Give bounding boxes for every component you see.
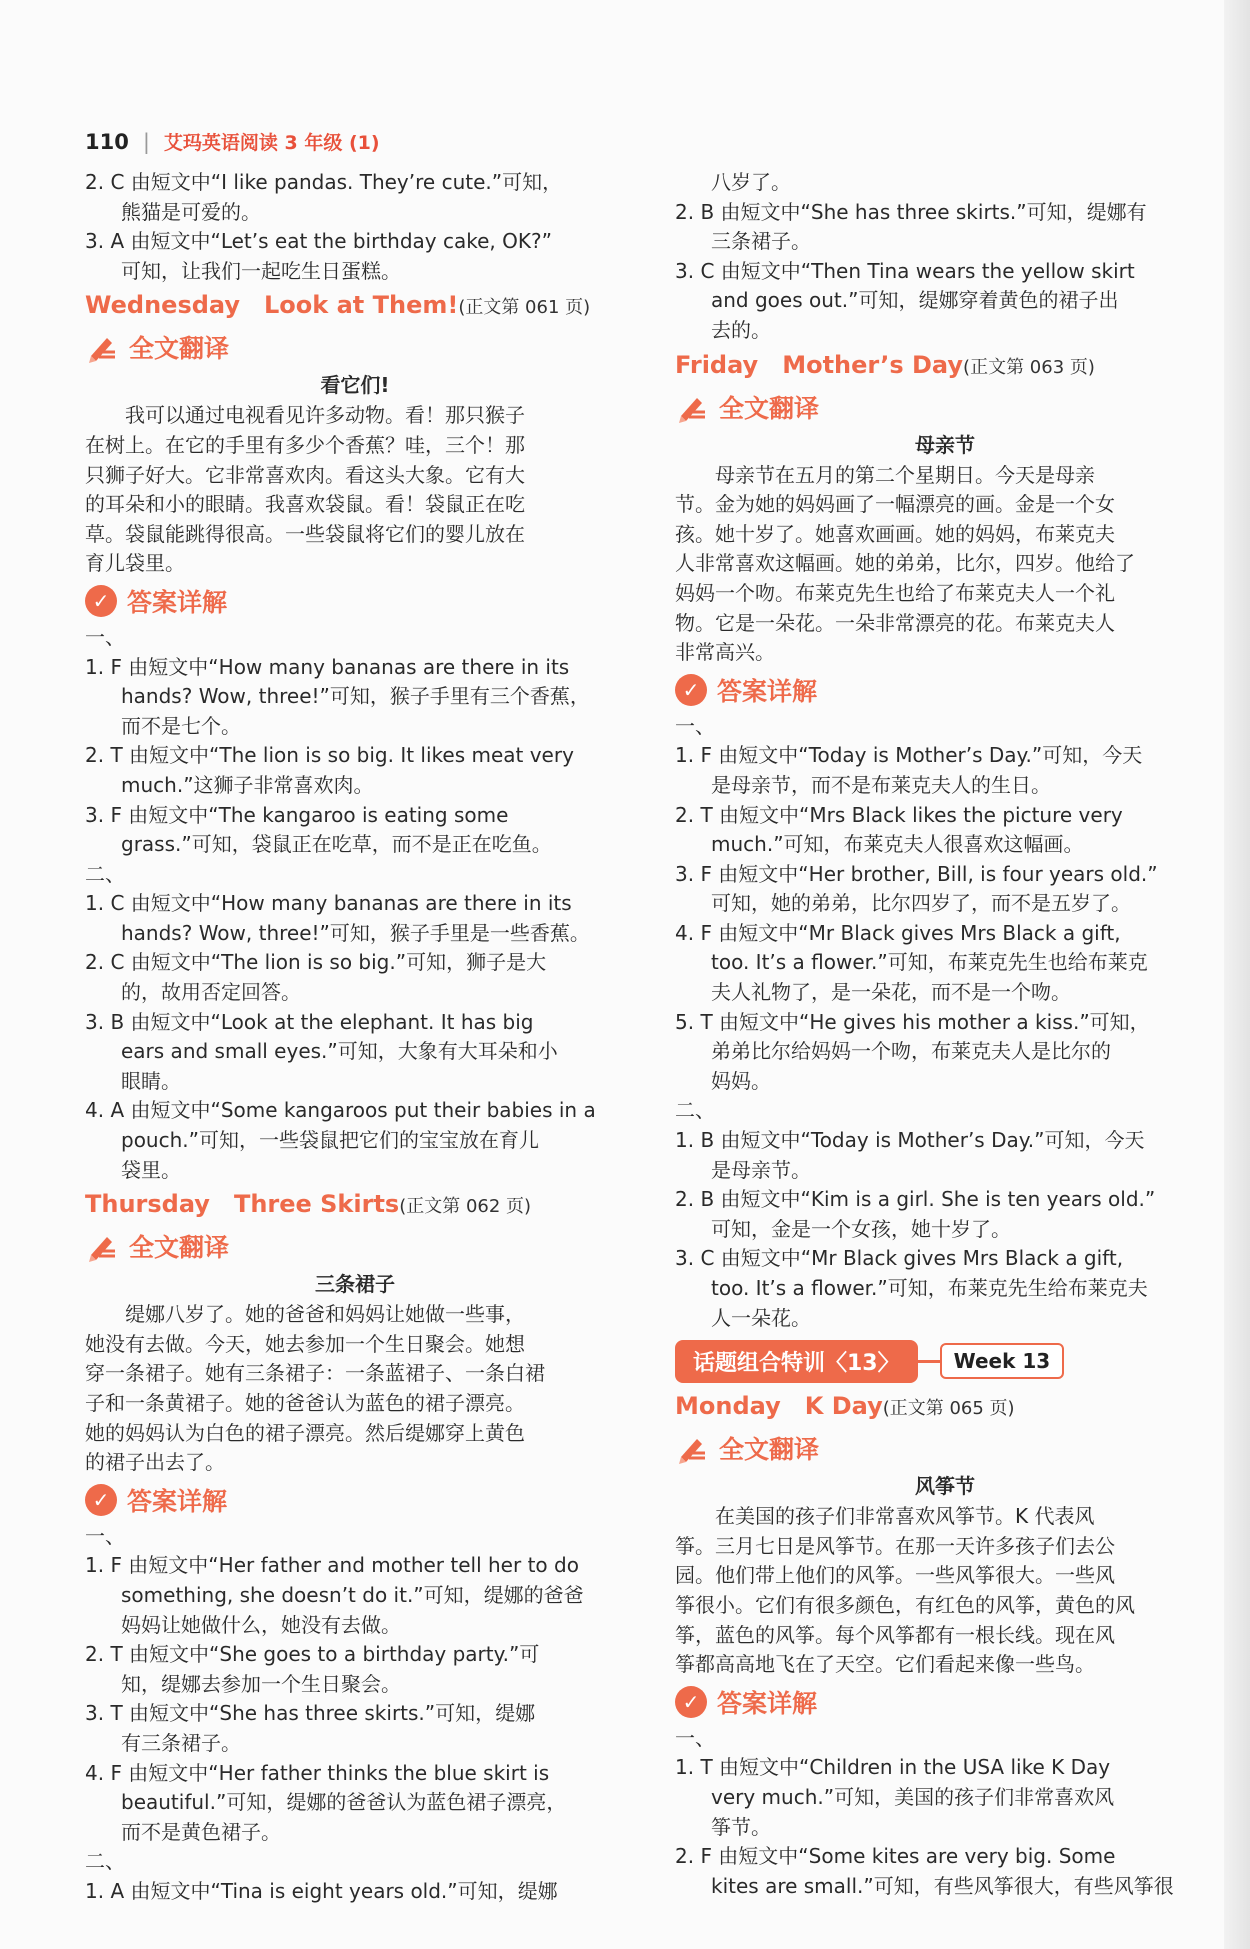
answer-line: 2. B 由短文中“She has three skirts.”可知，缇娜有 xyxy=(675,199,1147,224)
left-column xyxy=(85,168,625,1907)
page-edge-shadow xyxy=(1224,0,1250,1949)
answer-line: much.”这狮子非常喜欢肉。 xyxy=(121,772,374,797)
translation-label: 全文翻译 xyxy=(719,393,820,423)
para-line: 园。他们带上他们的风筝。一些风筝很大。一些风 xyxy=(675,1563,1115,1588)
answer-line: 一、 xyxy=(675,713,715,738)
answers-header xyxy=(675,668,1215,712)
answer-line: 知，缇娜去参加一个生日聚会。 xyxy=(121,1671,401,1696)
para-line: 节。金为她的妈妈画了一幅漂亮的画。金是一个女 xyxy=(675,492,1115,517)
para-line: 的裙子出去了。 xyxy=(85,1450,225,1475)
answer-line: 可知，金是一个女孩，她十岁了。 xyxy=(711,1216,1011,1241)
para-line: 妈妈一个吻。布莱克先生也给了布莱克夫人一个礼 xyxy=(675,580,1115,605)
answer-line: 2. C 由短文中“The lion is so big.”可知，狮子是大 xyxy=(85,950,547,975)
pencil-icon xyxy=(85,1229,119,1263)
answer-line: 是母亲节。 xyxy=(711,1157,811,1182)
pencil-icon xyxy=(675,390,709,424)
para-line: 草。袋鼠能跳得很高。一些袋鼠将它们的婴儿放在 xyxy=(85,521,525,546)
para-line: 筝。三月七日是风筝节。在那一天许多孩子们去公 xyxy=(675,1533,1115,1558)
check-icon: ✓ xyxy=(85,1484,117,1516)
answer-line: 有三条裙子。 xyxy=(121,1730,241,1755)
answer-line: 而不是七个。 xyxy=(121,713,241,738)
translation-paragraph xyxy=(675,461,1215,668)
answer-line: 八岁了。 xyxy=(711,170,791,194)
para-line: 非常高兴。 xyxy=(675,640,775,665)
answer-line: 弟弟比尔给妈妈一个吻，布莱克夫人是比尔的 xyxy=(711,1039,1111,1064)
answer-line: 一、 xyxy=(675,1725,715,1750)
check-icon: ✓ xyxy=(675,1686,707,1718)
para-line: 她没有去做。今天，她去参加一个生日聚会。她想 xyxy=(85,1331,525,1356)
answer-line: pouch.”可知，一些袋鼠把它们的宝宝放在育儿 xyxy=(121,1128,539,1153)
answer-line: hands? Wow, three!”可知，猴子手里是一些香蕉。 xyxy=(121,920,590,945)
answer-line: 4. F 由短文中“Her father thinks the blue skirt is xyxy=(85,1760,550,1785)
pencil-icon xyxy=(85,330,119,364)
answer-line: 筝节。 xyxy=(711,1814,771,1839)
check-icon: ✓ xyxy=(85,585,117,617)
answer-line: 可知，她的弟弟，比尔四岁了，而不是五岁了。 xyxy=(711,891,1131,916)
para-line: 穿一条裙子。她有三条裙子：一条蓝裙子、一条白裙 xyxy=(85,1361,545,1386)
answer-line: 3. F 由短文中“Her brother, Bill, is four years old.” xyxy=(675,861,1158,886)
answer-line: 4. A 由短文中“Some kangaroos put their babies in a xyxy=(85,1098,596,1123)
answers-label: 答案详解 xyxy=(717,1688,818,1718)
week-tag: Week 13 xyxy=(940,1343,1065,1379)
para-line: 子和一条黄裙子。她的爸爸认为蓝色的裙子漂亮。 xyxy=(85,1391,525,1415)
passage-title: 看它们! xyxy=(320,373,390,398)
answers-label: 答案详解 xyxy=(127,1486,228,1516)
answer-list xyxy=(675,1724,1215,1902)
answers-header xyxy=(85,1478,625,1522)
day-heading-thursday xyxy=(85,1187,625,1224)
para-line: 在美国的孩子们非常喜欢风筝节。K 代表风 xyxy=(715,1504,1095,1529)
para-line: 筝，蓝色的风筝。每个风筝都有一根长线。现在风 xyxy=(675,1622,1115,1647)
para-line: 孩。她十岁了。她喜欢画画。她的妈妈，布莱克夫 xyxy=(675,521,1115,546)
answer-line: 1. F 由短文中“Today is Mother’s Day.”可知，今天 xyxy=(675,743,1143,768)
answer-line: too. It’s a flower.”可知，布莱克先生给布莱克夫 xyxy=(711,1276,1148,1300)
answer-line: 人一朵花。 xyxy=(711,1305,811,1330)
carryover-answers xyxy=(675,168,1215,346)
answer-line: 3. F 由短文中“The kangaroo is eating some xyxy=(85,802,509,827)
answer-line: hands? Wow, three!”可知，猴子手里有三个香蕉， xyxy=(121,684,590,709)
passage-title: 三条裙子 xyxy=(315,1272,395,1297)
answer-line: something, she doesn’t do it.”可知，缇娜的爸爸 xyxy=(121,1582,584,1607)
answer-line: 2. T 由短文中“Mrs Black likes the picture very xyxy=(675,802,1123,827)
answer-line: 2. C 由短文中“I like pandas. They’re cute.”可知， xyxy=(85,170,563,194)
answer-line: 而不是黄色裙子。 xyxy=(121,1819,281,1844)
page-ref: (正文第 061 页) xyxy=(458,297,591,319)
answer-line: 二、 xyxy=(675,1098,715,1123)
week-banner xyxy=(675,1339,1215,1383)
answers-label: 答案详解 xyxy=(127,587,228,617)
answer-line: 3. T 由短文中“She has three skirts.”可知，缇娜 xyxy=(85,1701,536,1726)
answer-line: 二、 xyxy=(85,861,125,886)
answer-line: 妈妈让她做什么，她没有去做。 xyxy=(121,1612,401,1637)
para-line: 在树上。在它的手里有多少个香蕉？哇，三个！那 xyxy=(85,432,525,457)
pencil-icon xyxy=(675,1431,709,1465)
answer-line: 1. C 由短文中“How many bananas are there in its xyxy=(85,891,572,916)
answer-line: 1. F 由短文中“Her father and mother tell her to do xyxy=(85,1553,579,1578)
para-line: 母亲节在五月的第二个星期日。今天是母亲 xyxy=(715,462,1095,487)
answer-list xyxy=(85,623,625,1185)
answer-line: 三条裙子。 xyxy=(711,229,811,254)
answer-line: 一、 xyxy=(85,624,125,649)
translation-header xyxy=(675,385,1215,429)
answer-line: 是母亲节，而不是布莱克夫人的生日。 xyxy=(711,772,1051,797)
translation-header xyxy=(85,1224,625,1268)
page-number: 110 xyxy=(85,129,129,154)
answers-label: 答案详解 xyxy=(717,676,818,706)
answer-line: beautiful.”可知，缇娜的爸爸认为蓝色裙子漂亮， xyxy=(121,1790,567,1815)
page-ref: (正文第 063 页) xyxy=(963,356,1095,378)
day-title: Thursday Three Skirts xyxy=(85,1190,400,1219)
day-title: Wednesday Look at Them! xyxy=(85,291,459,320)
para-line: 缇娜八岁了。她的爸爸和妈妈让她做一些事， xyxy=(125,1302,525,1327)
passage-title: 风筝节 xyxy=(915,1474,975,1499)
page-ref: (正文第 062 页) xyxy=(399,1196,532,1218)
answer-line: 可知，让我们一起吃生日蛋糕。 xyxy=(121,258,401,283)
answer-line: ears and small eyes.”可知，大象有大耳朵和小 xyxy=(121,1039,558,1064)
answer-line: too. It’s a flower.”可知，布莱克先生也给布莱克 xyxy=(711,950,1148,975)
answer-line: 3. A 由短文中“Let’s eat the birthday cake, OK?” xyxy=(85,229,552,254)
answer-line: 眼睛。 xyxy=(121,1068,181,1093)
answer-line: 1. F 由短文中“How many bananas are there in its xyxy=(85,654,570,679)
para-line: 人非常喜欢这幅画。她的弟弟，比尔，四岁。他给了 xyxy=(675,551,1135,576)
answer-line: 去的。 xyxy=(711,317,771,342)
answer-line: 1. T 由短文中“Children in the USA like K Day xyxy=(675,1755,1111,1780)
banner-connector xyxy=(918,1360,940,1363)
day-heading-wednesday xyxy=(85,288,625,325)
translation-paragraph xyxy=(85,401,625,579)
day-heading-monday xyxy=(675,1389,1215,1426)
translation-label: 全文翻译 xyxy=(129,334,230,364)
answer-line: 的，故用否定回答。 xyxy=(121,980,301,1005)
answer-line: 1. A 由短文中“Tina is eight years old.”可知，缇娜 xyxy=(85,1878,558,1903)
answer-line: 一、 xyxy=(85,1523,125,1548)
answer-line: and goes out.”可知，缇娜穿着黄色的裙子出 xyxy=(711,288,1119,313)
passage-title: 母亲节 xyxy=(915,432,975,457)
para-line: 的耳朵和小的眼睛。我喜欢袋鼠。看！袋鼠正在吃 xyxy=(85,492,525,517)
answer-line: 5. T 由短文中“He gives his mother a kiss.”可知， xyxy=(675,1009,1150,1034)
page-ref: (正文第 065 页) xyxy=(882,1398,1015,1420)
day-title: Friday Mother’s Day xyxy=(675,350,964,379)
para-line: 育儿袋里。 xyxy=(85,551,185,576)
topic-label: 话题组合特训〈13〉 xyxy=(675,1340,918,1383)
book-title: 艾玛英语阅读 3 年级 (1) xyxy=(163,132,380,154)
answer-line: 妈妈。 xyxy=(711,1068,771,1093)
answer-line: 4. F 由短文中“Mr Black gives Mrs Black a gift, xyxy=(675,920,1121,945)
answer-line: very much.”可知，美国的孩子们非常喜欢风 xyxy=(711,1784,1115,1809)
para-line: 物。它是一朵花。一朵非常漂亮的花。布莱克夫人 xyxy=(675,610,1115,635)
para-line: 筝很小。它们有很多颜色，有红色的风筝，黄色的风 xyxy=(675,1592,1135,1617)
answer-line: 2. F 由短文中“Some kites are very big. Some xyxy=(675,1844,1116,1869)
answer-line: 二、 xyxy=(85,1849,125,1874)
translation-paragraph xyxy=(675,1502,1215,1680)
para-line: 只狮子好大。它非常喜欢肉。看这头大象。它有大 xyxy=(85,462,525,487)
answers-header xyxy=(675,1680,1215,1724)
para-line: 筝都高高地飞在了天空。它们看起来像一些鸟。 xyxy=(675,1652,1095,1677)
answer-line: 2. B 由短文中“Kim is a girl. She is ten years old.” xyxy=(675,1187,1156,1212)
answer-list xyxy=(675,712,1215,1333)
answer-line: 1. B 由短文中“Today is Mother’s Day.”可知，今天 xyxy=(675,1128,1145,1153)
translation-paragraph xyxy=(85,1300,625,1478)
translation-header xyxy=(85,325,625,369)
answer-line: kites are small.”可知，有些风筝很大，有些风筝很 xyxy=(711,1873,1174,1898)
answers-header xyxy=(85,579,625,623)
day-title: Monday K Day xyxy=(675,1392,883,1421)
answer-line: 3. C 由短文中“Mr Black gives Mrs Black a gift, xyxy=(675,1246,1124,1271)
answer-line: 3. B 由短文中“Look at the elephant. It has big xyxy=(85,1009,534,1034)
answer-line: 3. C 由短文中“Then Tina wears the yellow skirt xyxy=(675,258,1135,283)
page-header xyxy=(85,128,380,155)
day-heading-friday xyxy=(675,348,1215,385)
answer-line: much.”可知，布莱克夫人很喜欢这幅画。 xyxy=(711,832,1084,857)
answer-line: 2. T 由短文中“She goes to a birthday party.”可 xyxy=(85,1642,540,1667)
check-icon: ✓ xyxy=(675,674,707,706)
answer-line: 袋里。 xyxy=(121,1157,181,1182)
answer-list xyxy=(85,1522,625,1907)
carryover-answers xyxy=(85,168,625,286)
answer-line: 熊猫是可爱的。 xyxy=(121,199,261,224)
answer-line: 2. T 由短文中“The lion is so big. It likes meat very xyxy=(85,743,574,768)
para-line: 她的妈妈认为白色的裙子漂亮。然后缇娜穿上黄色 xyxy=(85,1420,525,1445)
header-separator: | xyxy=(142,129,150,154)
para-line: 我可以通过电视看见许多动物。看！那只猴子 xyxy=(125,403,525,428)
right-column xyxy=(675,168,1215,1901)
answer-line: 夫人礼物了，是一朵花，而不是一个吻。 xyxy=(711,980,1071,1005)
translation-label: 全文翻译 xyxy=(719,1435,820,1465)
translation-label: 全文翻译 xyxy=(129,1233,230,1263)
translation-header xyxy=(675,1426,1215,1470)
answer-line: grass.”可知，袋鼠正在吃草，而不是正在吃鱼。 xyxy=(121,832,552,857)
